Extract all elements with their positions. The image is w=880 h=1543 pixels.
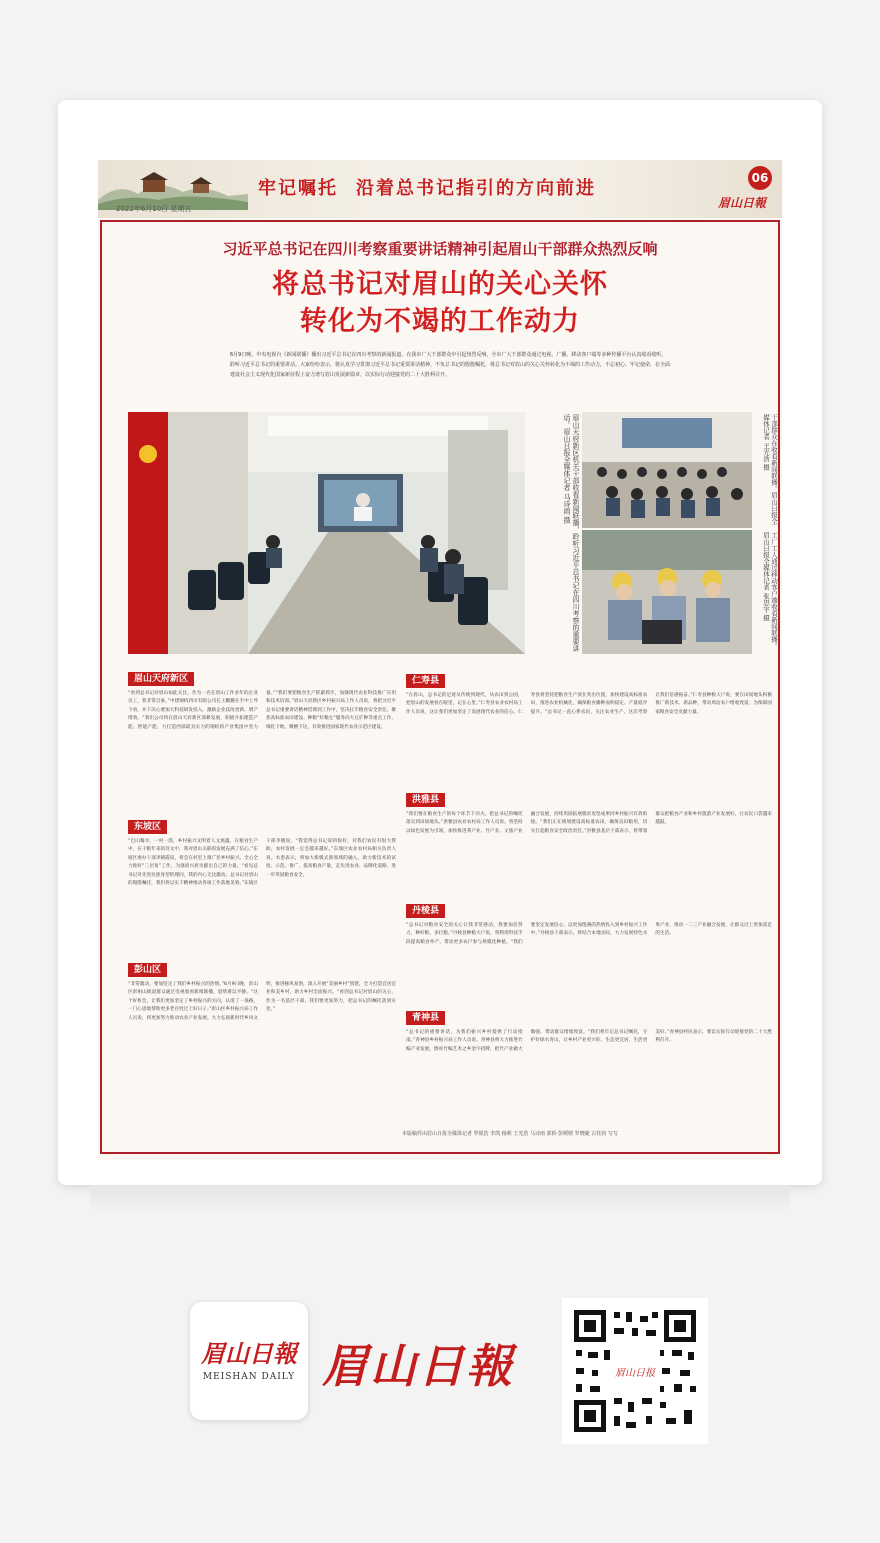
app-logo-chinese: 眉山日報: [201, 1339, 297, 1368]
side-photo-top-caption: 干部群众在收看新闻联播。眉山日报全媒体记者 王光浩 摄: [762, 414, 778, 525]
qr-code[interactable]: [562, 1298, 708, 1444]
audience-photo[interactable]: [582, 412, 752, 528]
section-label-renshou: 仁寿县: [406, 674, 445, 688]
article-headline: [102, 266, 778, 340]
card-shadow: [90, 1185, 790, 1215]
banner-title: [258, 174, 596, 200]
issue-date: [116, 204, 191, 214]
headline-line-2: 转化为不竭的工作动力: [300, 306, 580, 337]
banner-title-right: 沿着总书记指引的方向前进: [356, 178, 596, 199]
app-logo-english: MEISHAN DAILY: [202, 1372, 296, 1382]
section-label-dongpo: 东坡区: [128, 820, 167, 834]
author-credits: 本版稿件由眉山日报全媒体记者 罗银浩 李凯 杨莉 王光浩 马诗雨 郭侨 彭媛媛 罗晓婕 古钰钧 写写: [402, 1131, 618, 1137]
section-text-pengshan: “非常激动，要加坚定了我们乡村振兴的热情。”6月9日晚，彭山区彭祖山街道群众通过电视收看新闻联播，思绪难以平静。“这个好机会，让我们更加坚定了乡村振兴的方向，认准了一条路，一门心思地帮助更多老百姓过上好日子。”彭山区乡村振兴局工作人员说，将更加努力推动农业产业发展。大力弘扬新时代乡风文明，推进移风易俗，深入开展“美丽乡村”创建，全力打造宜居宜业和美乡村，助力乡村全面振兴。“看到总书记对眉山的关心，作为一名基层干部，我们要更加努力，把总书记的嘱托落到实处。”: [128, 982, 396, 1021]
brand-wordmark: 眉山日報: [322, 1339, 514, 1393]
section-label-hongya: 洪雅县: [406, 793, 445, 807]
weekday-text: 星期五: [170, 205, 192, 213]
section-text-dongpo: “巴山蜀水，一村一韵，乡村振兴文明着人文底蕴，在粮食生产中，在干粮年来的诗文中，我对眉山关联的发展充满了信心。”东坡区委办干部李朝霞说，将会在村里上推广民乡村振兴。全心全力推好“三层角”工作，为强眉兴眉贡献出自己的力量。“看见总书记对先进民族身型的理问，我的内心无比激动。总书记对眉山的殷殷嘱托，我们将以实干精神推动各项工作落地见效。”东坡区干部李晓说，“我觉得总书记说的很好，对我们农民有很大帮助，农村发展一定会越来越好。”东坡区农业农村局相关负责人说。水患表示，将加大新模式新领域的融入，助力新技术的试验、示范、推广，提高粮食产量，走先进农业、品牌化道路，进一步巩固粮食安全。: [128, 839, 396, 887]
meeting-room-photo[interactable]: [128, 412, 525, 654]
section-text-renshou: “在眉山，总书记的足迹从传统到现代，从农田到公园，把眉山的发展看在眼里，记在心里。”仁寿县农业农村局工作人员说，这让我们更加坚定了发展现代农业的信心。仁寿县将坚持把粮食生产放在突出位置，加快建设高标准农田，推进农业机械化，确保粮食播种面积稳定、产量稳步提升。“总书记一直心系农民，关注农业生产，这次考察让我们倍感振奋。”仁寿县种粮大户说，要在田间地头积极推广新技术、新品种，带动周边农户增收致富，为保障国家粮食安全贡献力量。: [406, 693, 772, 715]
headline-line-1: 将总书记对眉山的关心关怀: [272, 269, 608, 300]
newspaper-page[interactable]: [98, 160, 782, 1160]
banner-title-left: 牢记嘱托: [258, 178, 338, 199]
main-photo-caption: 眉山天府新区机关干部收看新闻联播，聆听习近平总书记在四川考察的重要讲话。眉山日报全媒体记者 马诗雨 摄: [563, 414, 580, 652]
date-text: 2022年6月10日: [116, 205, 169, 213]
banner-logo: 眉山日報: [718, 196, 767, 210]
side-photo-bottom-caption: 工厂工人通过移动客户端收看新闻联播。眉山日报全媒体记者 张思宇 摄: [762, 532, 778, 649]
section-text-hongya: “我们要在粮食生产的每个环节下功夫，把总书记的嘱托落实到田间地头。”洪雅县农业农村局工作人员说。将坚持以绿色发展为引领，加快推进茶产业、竹产业、文旅产业融合发展，持续巩固拓展脱贫攻坚成果同乡村振兴有效衔接。“我们正在规划建设高标准农田，确保良田粮用，切实扛起粮食安全政治责任。”洪雅县基层干部表示，将带领群众把粮食产业和乡村旅游产业发展好，让农民口袋越来越鼓。: [406, 812, 772, 834]
app-logo[interactable]: [190, 1302, 308, 1420]
section-text-qingshen: “总书记的重要讲话，为我们振兴乡村提供了行动指南。”青神县乡村振兴局工作人员说。青神县将大力推进竹编产业发展，擦亮竹编艺术之乡金字招牌，把竹产业做大做强，带动群众增收致富。“我们将牢记总书记嘱托，守护好绿水青山，让乡村产业更兴旺、生态更宜居、生活更美好。”青神县村民表示，要以实际行动迎接党的二十大胜利召开。: [406, 1030, 772, 1052]
qr-center-label: 眉山日报: [615, 1368, 655, 1379]
section-label-qingshen: 青神县: [406, 1011, 445, 1025]
section-label-pengshan: 彭山区: [128, 963, 167, 977]
section-text-tianfu: “看到总书记对眉山如此关注，作为一名在眉山工作多年的企业员工，我非常自豪。”中建钢构四川有限公司长王鹏鹏在手中上导下看，并下决心要加大科技研发投入，激励企业技改更新、增产增效。“我们公司将在眉山天府新区深耕发展，积极开拓建造产能、智能产能，力打造西部最具实力的钢结构产业集团中坚力量。”“我们要把粮食生产抓紧抓牢，加强现代农业科技推广应用和技术培训。”眉山天府新区乡村振兴局工作人员说，将把习近平总书记重要讲话精神贯彻到工作中，坚决扛牢粮食安全责任，聚焦高标准农田建设、种粮“好粮仓”服务向大豆扩种等重点工作，细化下地、聚精下达，有效推进国家现代农业示范区建设。: [128, 691, 396, 730]
page-number-badge: 06: [748, 166, 772, 190]
workers-photo[interactable]: [582, 530, 752, 654]
article-frame: [100, 220, 780, 1154]
page-banner: [98, 160, 782, 218]
audience-illustration: [582, 412, 752, 528]
article-lead: 6月9日晚，中央电视台《新闻联播》播出习近平总书记在四川考察的新闻报道，在我市广大干部群众中引起热烈反响。全市广大干部群众通过电视、广播、移动客户端等多种传播平台认真收看收听，聆听习近平总书记的重要讲话。大家纷纷表示，将认真学习贯彻习近平总书记重要讲话精神，不负总书记的殷殷嘱托，将总书记对眉山的关心关怀转化为不竭的工作动力，不忘初心、牢记使命，在全面建设社会主义现代化国家新征程上奋力谱写眉山发展新篇章，以实际行动迎接党的二十大胜利召开。: [230, 352, 671, 378]
section-label-danling: 丹棱县: [406, 904, 445, 918]
section-label-tianfu: 眉山天府新区: [128, 672, 194, 686]
article-kicker: 习近平总书记在四川考察重要讲话精神引起眉山干部群众热烈反响: [222, 240, 658, 258]
qr-code-icon: [562, 1298, 708, 1444]
workers-illustration: [582, 530, 752, 654]
section-text-danling: “总书记对粮食安全的关心让我非常感动，我要加倍努力，种好粮、多打粮。”丹棱县种粮大户说，将利用科技手段提高粮食单产，带动更多农户参与规模化种植。“我们要坚定发展信心，以更加饱满的热情投入到乡村振兴工作中。”丹棱县干部表示，将结合本地实际，大力发展特色水果产业，推动一二三产业融合发展，让群众过上更加富足的生活。: [406, 923, 772, 945]
meeting-room-illustration: [128, 412, 525, 654]
